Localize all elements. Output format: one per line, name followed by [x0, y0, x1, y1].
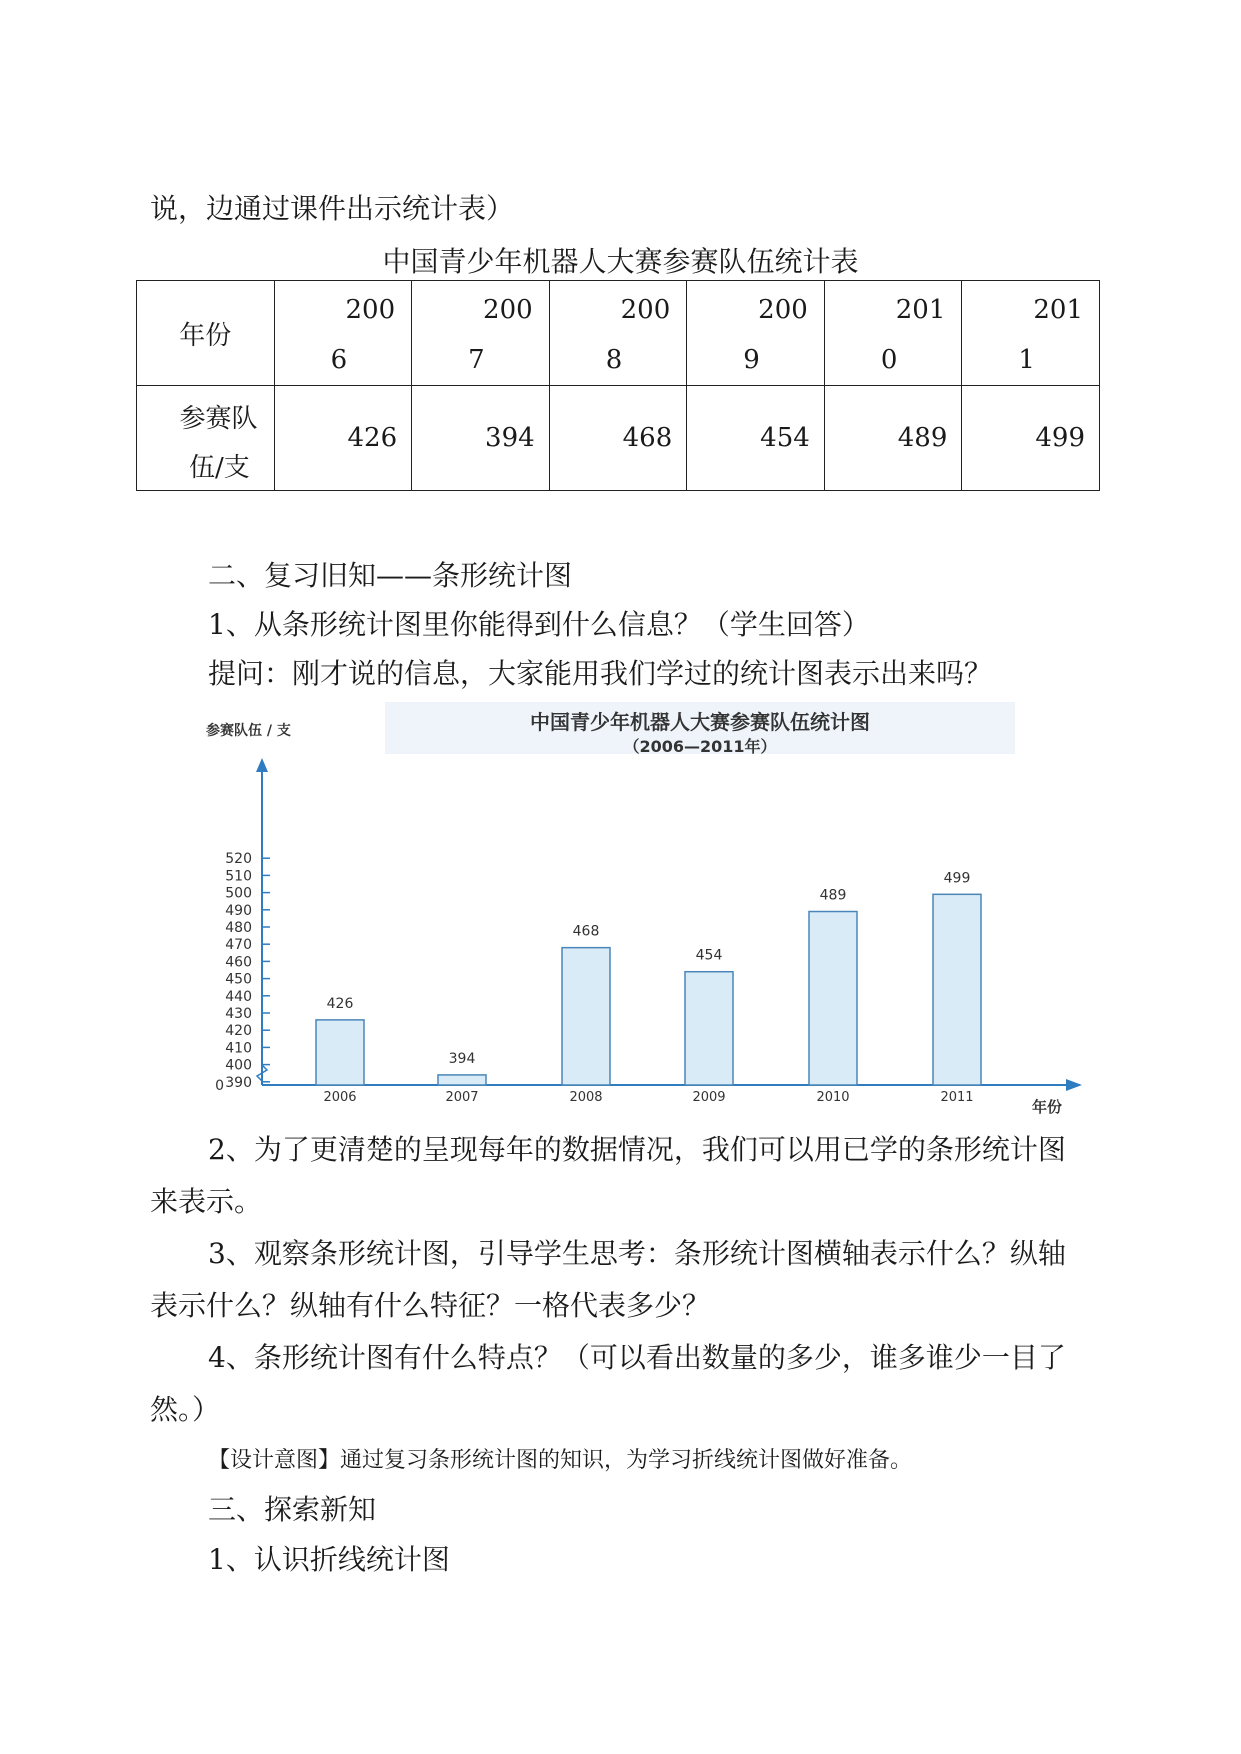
paragraph-2-line-1: 2、为了更清楚的呈现每年的数据情况，我们可以用已学的条形统计图: [208, 1133, 1066, 1166]
question-ask: 提问：刚才说的信息，大家能用我们学过的统计图表示出来吗？: [208, 657, 993, 690]
bar-value-label: 468: [572, 923, 600, 940]
continued-text: 说，边通过课件出示统计表）: [150, 192, 515, 225]
table-cell-year-2006: 200 6: [274, 281, 412, 386]
bar-value-label: 499: [943, 870, 971, 887]
bar-value-label: 394: [448, 1050, 476, 1067]
paragraph-4-line-2: 然。）: [150, 1393, 221, 1426]
y-axis-arrow: [256, 758, 268, 772]
table-cell-year-2009: 200 9: [687, 281, 825, 386]
y-tick-label: 390: [225, 1074, 252, 1091]
table-cell-value-2006: 426: [274, 386, 412, 491]
bar-value-label: 489: [819, 887, 847, 904]
table-row-year: [137, 281, 1100, 386]
x-tick-label: 2009: [692, 1090, 726, 1105]
table-header-teams: 参赛队 伍/支: [137, 386, 275, 491]
x-axis-label: 年份: [1032, 1098, 1063, 1116]
y-axis-label: 参赛队伍 / 支: [206, 723, 291, 739]
y-tick-label: 450: [225, 971, 252, 988]
table-cell-value-2008: 468: [549, 386, 687, 491]
table-cell-year-2010: 201 0: [824, 281, 962, 386]
x-tick-label: 2008: [569, 1090, 603, 1105]
bar-value-label: 426: [326, 995, 354, 1012]
y-tick-label: 480: [225, 920, 252, 936]
x-tick-label: 2011: [940, 1090, 974, 1105]
table-cell-value-2011: 499: [962, 386, 1100, 491]
y-tick-label: 400: [225, 1057, 252, 1074]
bar-value-label: 454: [695, 947, 723, 964]
y-tick-label: 410: [225, 1040, 252, 1057]
bar-chart: [190, 702, 1090, 1122]
x-tick-label: 2006: [323, 1090, 357, 1105]
table-cell-year-2007: 200 7: [412, 281, 550, 386]
y-axis-ticks: [225, 851, 270, 1091]
paragraph-2-line-2: 来表示。: [150, 1185, 263, 1218]
chart-subtitle: （2006—2011年）: [623, 737, 777, 756]
chart-title: 中国青少年机器人大赛参赛队伍统计图: [530, 710, 870, 734]
y-tick-label: 470: [225, 937, 252, 954]
x-axis-arrow: [1066, 1079, 1082, 1091]
y-tick-label: 420: [225, 1023, 252, 1040]
question-1: 1、从条形统计图里你能得到什么信息？（学生回答）: [208, 608, 870, 641]
bar-2007: [438, 1075, 486, 1085]
bar-2010: [809, 912, 857, 1085]
chart-bars: [316, 870, 981, 1105]
table-row-teams: [137, 386, 1100, 491]
y-tick-label: 500: [225, 885, 252, 902]
table-caption: 中国青少年机器人大赛参赛队伍统计表: [382, 245, 859, 278]
x-tick-label: 2010: [816, 1090, 850, 1105]
y-tick-label: 460: [225, 954, 252, 971]
y-tick-label: 520: [225, 851, 252, 868]
y-tick-label: 490: [225, 902, 252, 919]
y-tick-label: 430: [225, 1006, 252, 1022]
y-tick-label: 510: [225, 868, 252, 885]
bar-2006: [316, 1020, 364, 1085]
bar-2009: [685, 972, 733, 1085]
bar-2011: [933, 894, 981, 1085]
section-heading-explore: 三、探索新知: [208, 1493, 377, 1526]
design-intent-note: 【设计意图】通过复习条形统计图的知识，为学习折线统计图做好准备。: [208, 1448, 913, 1473]
table-header-year: 年份: [137, 281, 275, 386]
bar-2008: [562, 948, 610, 1085]
statistics-table: [136, 280, 1100, 491]
paragraph-3-line-1: 3、观察条形统计图，引导学生思考：条形统计图横轴表示什么？纵轴: [208, 1237, 1066, 1270]
section-heading-review: 二、复习旧知——条形统计图: [208, 559, 573, 592]
y-axis-zero-label: 0: [215, 1078, 224, 1094]
table-cell-value-2009: 454: [687, 386, 825, 491]
table-cell-value-2010: 489: [824, 386, 962, 491]
subsection-1: 1、认识折线统计图: [208, 1543, 450, 1576]
table-cell-year-2011: 201 1: [962, 281, 1100, 386]
paragraph-3-line-2: 表示什么？纵轴有什么特征？一格代表多少？: [150, 1289, 711, 1322]
y-tick-label: 440: [225, 988, 252, 1005]
table-cell-value-2007: 394: [412, 386, 550, 491]
x-tick-label: 2007: [445, 1090, 479, 1105]
paragraph-4-line-1: 4、条形统计图有什么特点？（可以看出数量的多少，谁多谁少一目了: [208, 1341, 1066, 1374]
table-cell-year-2008: 200 8: [549, 281, 687, 386]
